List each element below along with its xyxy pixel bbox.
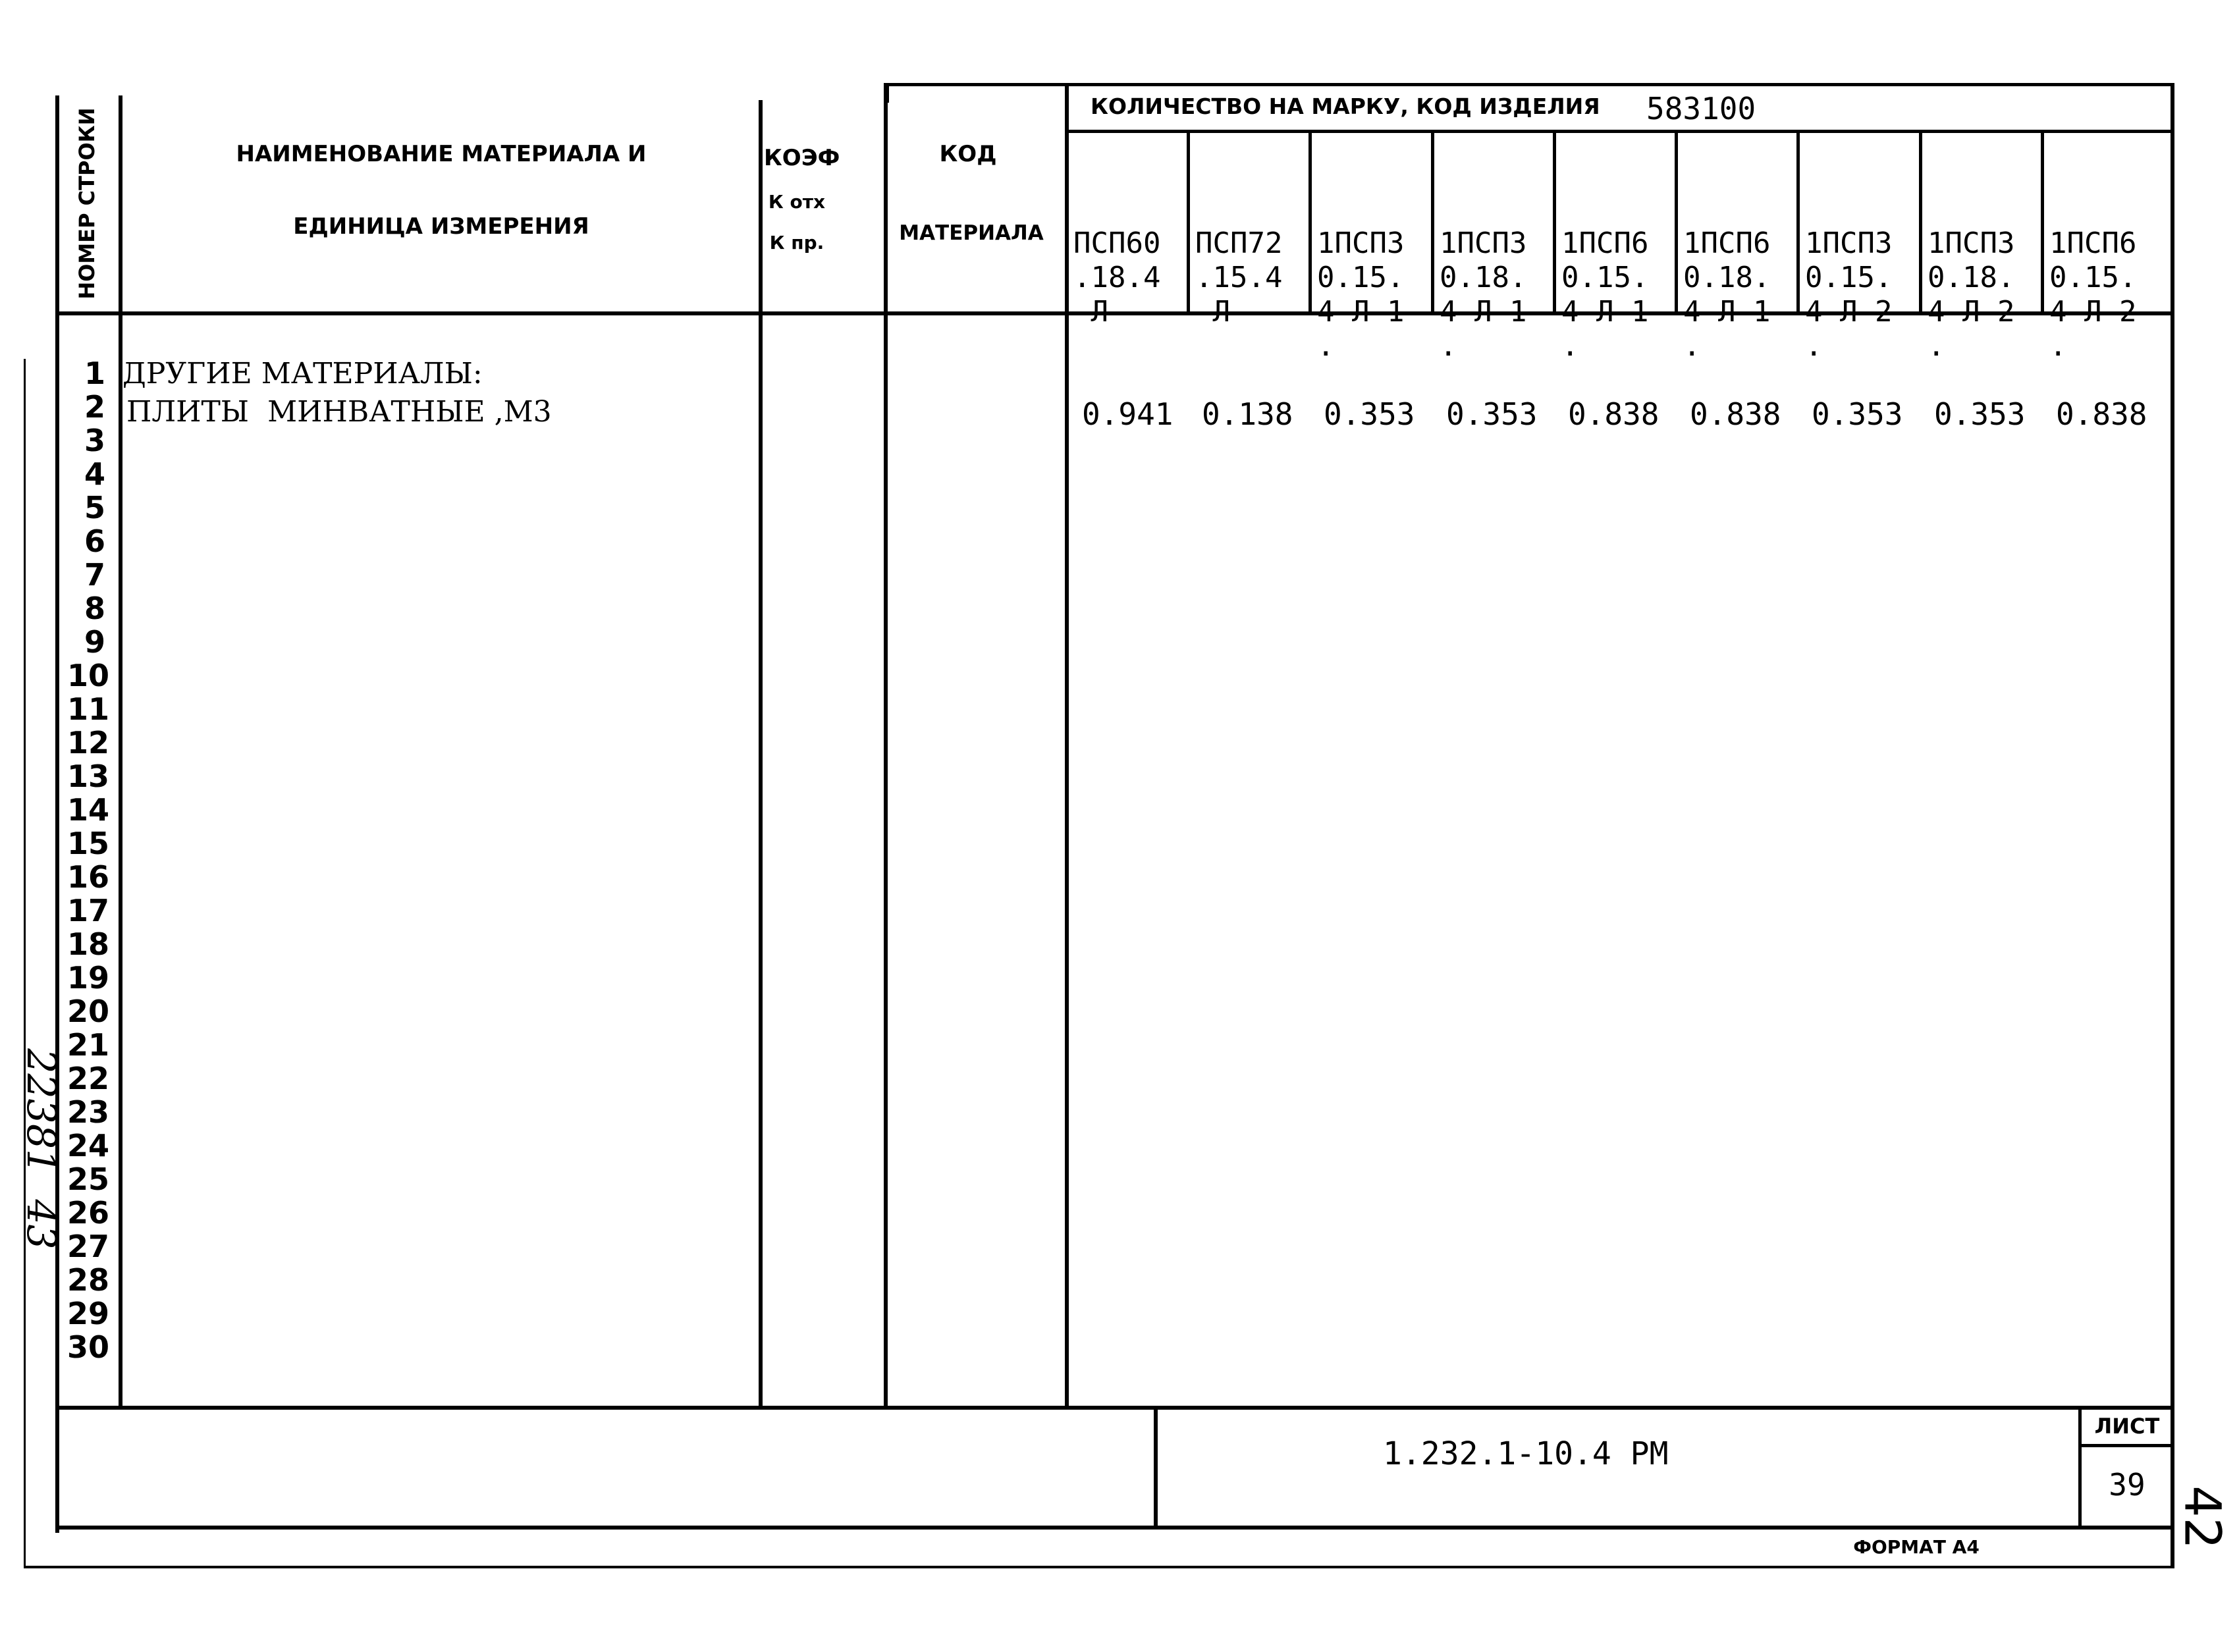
row-number: 18 [67,926,110,962]
material-header-line2: ЕДИНИЦА ИЗМЕРЕНИЯ [293,213,589,240]
column-label: 1ПСП3 [1317,226,1405,260]
coef-pr-label: К пр. [769,232,824,253]
column-label: . [1440,329,1457,363]
row-number: 4 [84,456,105,492]
column-label: .15.4 [1195,261,1283,294]
row-number: 29 [67,1296,110,1331]
row-number: 26 [67,1195,110,1231]
quantity-value: 0.941 [1082,396,1173,432]
column-label: . [1928,329,1945,363]
product-column-header [1561,158,1648,398]
product-column-header [1073,158,1160,363]
row-number: 30 [67,1329,110,1365]
row-number: 12 [67,725,110,760]
column-label: -Л- [1073,295,1126,329]
column-label: . [1683,329,1701,363]
left-margin-line [24,359,26,1567]
quantity-header-line [1065,130,2174,133]
product-column-header [1195,158,1282,363]
row-number: 16 [67,859,110,895]
product-column-header [1317,158,1404,398]
row-number: 13 [67,759,110,794]
row-number: 1 [84,356,105,391]
quantity-value: 0.838 [1690,396,1781,432]
column-label: 1ПСП6 [1561,226,1649,260]
column-label: 1ПСП6 [1683,226,1771,260]
column-label: 0.18. [1928,261,2015,294]
code-header-line1: КОД [939,141,997,167]
column-label: 1ПСП6 [2049,226,2137,260]
product-column-header [1440,158,1526,398]
row-number: 2 [84,389,105,425]
row-number: 7 [84,557,105,593]
prod-col-divider-7 [1919,130,1922,314]
quantity-value: 0.138 [1202,396,1293,432]
column-label: -Л- [1195,295,1248,329]
row-number: 25 [67,1161,110,1197]
top-border [886,83,2174,86]
row-number: 17 [67,893,110,928]
row-number: 8 [84,591,105,626]
row-number: 28 [67,1262,110,1298]
col-divider-code [1065,83,1069,1408]
column-label: .18.4 [1073,261,1161,294]
row-number: 3 [84,423,105,458]
column-label: . [1317,329,1335,363]
column-label: 1ПСП3 [1440,226,1527,260]
row-number: 6 [84,523,105,559]
outer-right-border [2171,83,2174,1568]
column-label: 4-Л-2 [1928,295,2015,329]
material-name: ПЛИТЫ МИНВАТНЫЕ ,М3 [126,395,552,429]
column-label: 0.15. [1561,261,1649,294]
column-label: 0.15. [1317,261,1405,294]
column-label: . [2049,329,2067,363]
quantity-value: 0.353 [1446,396,1538,432]
bottom-margin-line [24,1566,2174,1568]
quantity-value: 0.353 [1324,396,1415,432]
row-number: 22 [67,1061,110,1096]
quantity-value: 0.838 [1568,396,1659,432]
column-label: 0.18. [1440,261,1527,294]
stamp-sheet-line [2078,1444,2174,1447]
row-number: 11 [67,691,110,727]
row-number: 14 [67,792,110,828]
column-label: 4-Л-2 [1805,295,1893,329]
sheet-number: 39 [2109,1467,2145,1503]
quantity-header: КОЛИЧЕСТВО НА МАРКУ, КОД ИЗДЕЛИЯ [1091,93,1600,119]
quantity-value: 0.353 [1934,396,2026,432]
table-bottom-line [55,1406,2174,1410]
product-code: 583100 [1646,91,1756,126]
prod-col-divider-5 [1675,130,1678,314]
product-column-header [1805,158,1892,398]
prod-col-divider-2 [1308,130,1312,314]
material-header-line1: НАИМЕНОВАНИЕ МАТЕРИАЛА И [236,141,647,167]
column-label: 1ПСП3 [1928,226,2015,260]
row-number: 19 [67,960,110,996]
col-divider-material [759,100,763,1408]
row-number: 20 [67,994,110,1029]
prod-col-divider-3 [1431,130,1434,314]
row-number: 23 [67,1094,110,1130]
row-number: 9 [84,624,105,660]
row-number: 24 [67,1128,110,1163]
quantity-value: 0.353 [1812,396,1903,432]
row-number-header-label: НОМЕР СТРОКИ [74,107,99,300]
row-number: 15 [67,826,110,861]
column-label: ПСП60 [1073,226,1161,260]
column-label: 0.15. [1805,261,1893,294]
column-label: 0.15. [2049,261,2137,294]
sheet-label: ЛИСТ [2094,1414,2160,1439]
document-code: 1.232.1-10.4 PM [1383,1435,1669,1472]
prod-col-divider-6 [1796,130,1800,314]
column-label: 0.18. [1683,261,1771,294]
code-header-line2: МАТЕРИАЛА [899,221,1044,245]
column-label: 4-Л-2 [2049,295,2137,329]
row-number: 27 [67,1229,110,1264]
coef-otx-label: К отх [768,191,826,213]
product-column-header [2049,158,2136,398]
col-divider-coef [884,83,888,1408]
column-label: . [1805,329,1823,363]
row-number: 21 [67,1027,110,1063]
column-label: 1ПСП3 [1805,226,1893,260]
product-column-header [1683,158,1770,398]
prod-col-divider-4 [1553,130,1556,314]
prod-col-divider-8 [2041,130,2044,314]
column-label: 4-Л-1 [1561,295,1649,329]
column-label: . [1561,329,1579,363]
row-number: 5 [84,490,105,525]
material-name: ДРУГИЕ МАТЕРИАЛЫ: [122,357,483,390]
coef-header: КОЭФ [764,145,840,171]
stamp-bottom-line [55,1526,2174,1530]
column-label: 4-Л-1 [1317,295,1405,329]
product-column-header [1928,158,2014,398]
column-label: 4-Л-1 [1683,295,1771,329]
col-divider-rownum [119,95,122,1408]
stamp-divider-main [1154,1406,1158,1530]
page-number-text: 42 [2173,1485,2232,1549]
row-number: 10 [67,658,110,693]
prod-col-divider-1 [1187,130,1190,314]
column-label: 4-Л-1 [1440,295,1527,329]
format-label: ФОРМАТ А4 [1853,1536,1980,1558]
column-label: ПСП72 [1195,226,1283,260]
quantity-value: 0.838 [2056,396,2147,432]
side-inscription-text: 22381 43 [18,1048,64,1250]
